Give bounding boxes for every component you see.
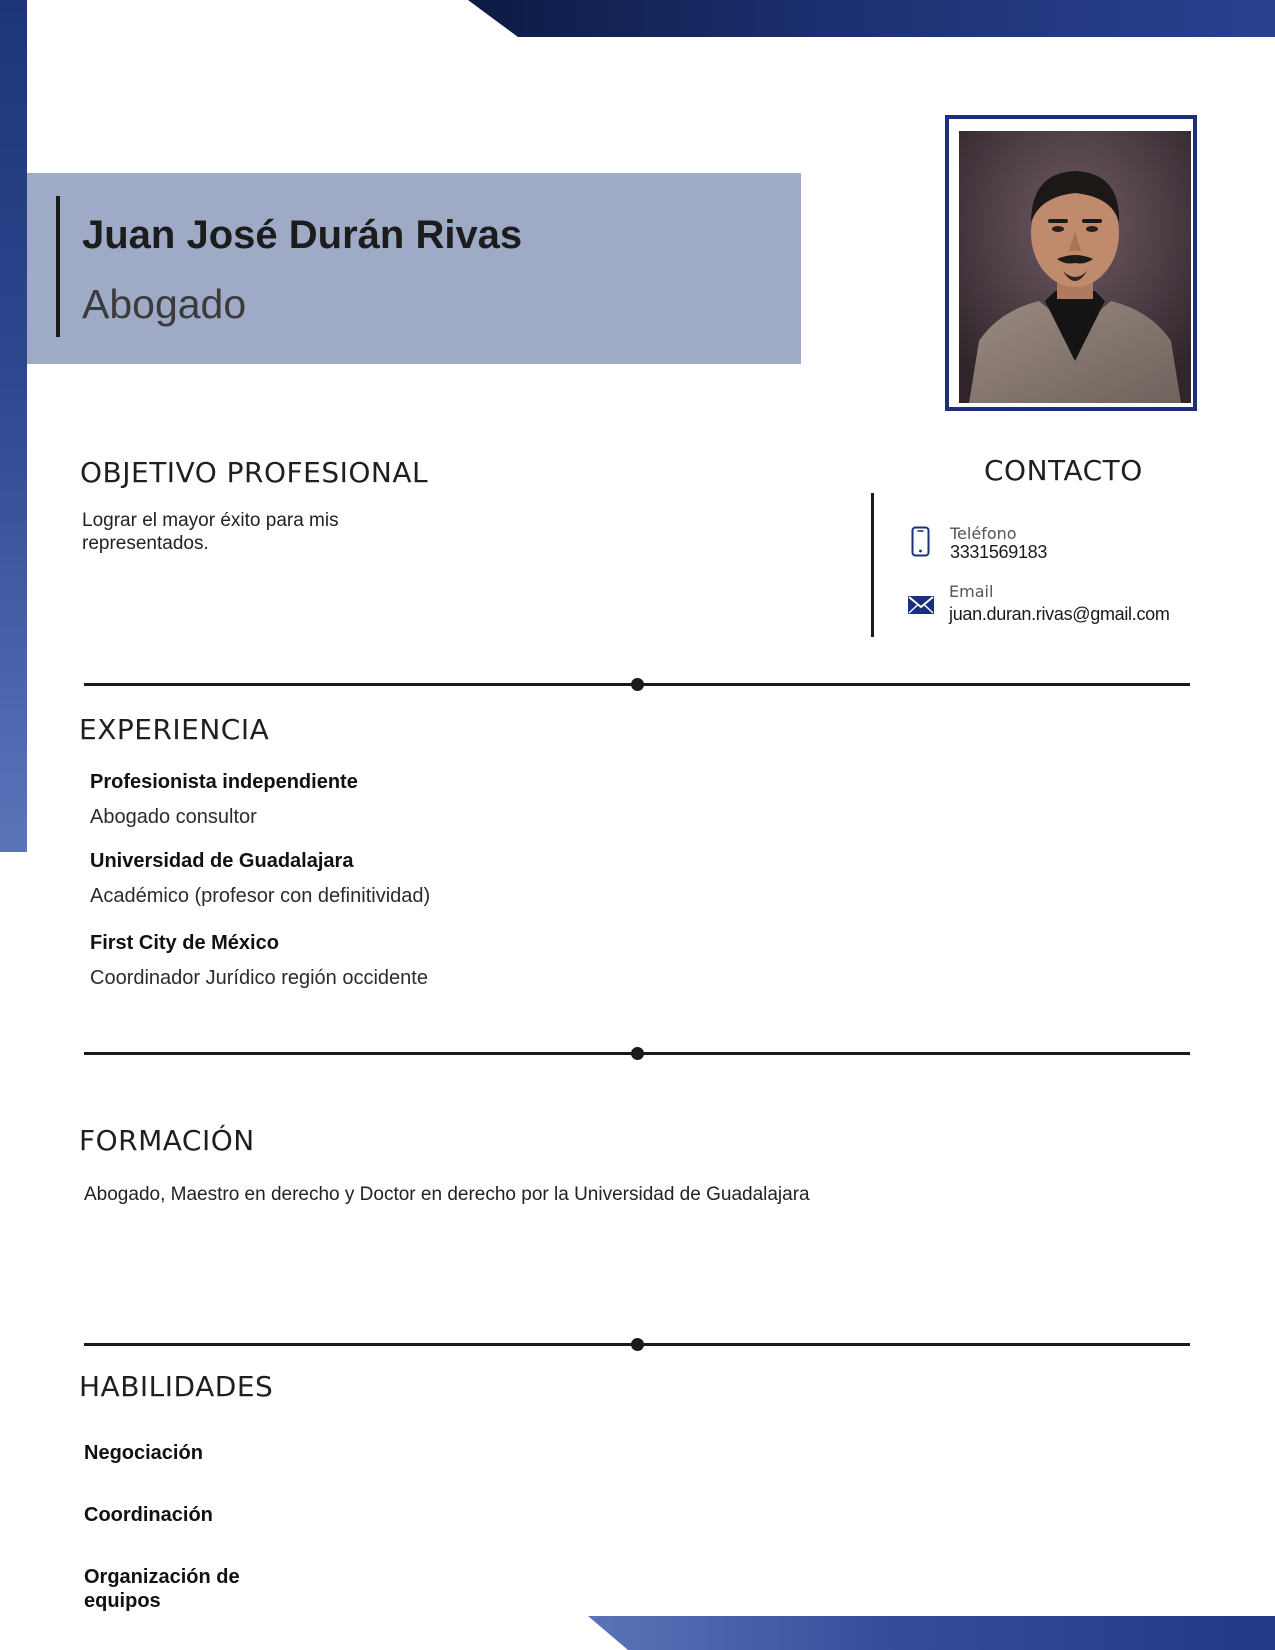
full-name: Juan José Durán Rivas — [82, 213, 523, 257]
bottom-decorative-bar — [588, 1616, 1275, 1650]
name-accent-rule — [56, 196, 60, 337]
objective-line: Lograr el mayor éxito para mis — [82, 510, 339, 531]
phone-label: Teléfono — [950, 524, 1017, 543]
experience-company: Profesionista independiente — [90, 771, 358, 793]
skills-heading: HABILIDADES — [79, 1370, 274, 1403]
objective-line: representados. — [82, 533, 209, 554]
divider-dot — [631, 1338, 644, 1351]
experience-role: Abogado consultor — [90, 806, 257, 828]
skill-item: Coordinación — [84, 1504, 213, 1526]
experience-role: Coordinador Jurídico región occidente — [90, 967, 428, 989]
experience-company: Universidad de Guadalajara — [90, 850, 354, 872]
section-divider — [84, 1343, 1190, 1346]
envelope-icon — [908, 596, 934, 614]
objective-text — [82, 509, 339, 555]
left-decorative-bar — [0, 0, 27, 852]
divider-dot — [631, 1047, 644, 1060]
education-text: Abogado, Maestro en derecho y Doctor en derecho por la Universidad de Guadalajara — [84, 1184, 810, 1205]
email-address[interactable]: juan.duran.rivas@gmail.com — [949, 604, 1170, 624]
job-title: Abogado — [82, 281, 247, 327]
experience-company: First City de México — [90, 932, 279, 954]
objective-heading: OBJETIVO PROFESIONAL — [80, 456, 429, 489]
skill-item: Organización de equipos — [84, 1566, 240, 1612]
experience-role: Académico (profesor con definitividad) — [90, 885, 431, 907]
skill-item: Negociación — [84, 1442, 203, 1464]
education-heading: FORMACIÓN — [79, 1124, 255, 1157]
top-decorative-bar — [468, 0, 1275, 37]
phone-number: 3331569183 — [950, 542, 1048, 562]
email-label: Email — [949, 582, 994, 601]
section-divider — [84, 1052, 1190, 1055]
profile-photo — [945, 115, 1197, 411]
section-divider — [84, 683, 1190, 686]
contact-heading: CONTACTO — [984, 454, 1143, 487]
contact-rule — [871, 493, 874, 637]
phone-icon — [911, 526, 930, 557]
divider-dot — [631, 678, 644, 691]
experience-heading: EXPERIENCIA — [79, 713, 270, 746]
name-banner — [27, 173, 801, 364]
portrait-image — [959, 131, 1191, 403]
